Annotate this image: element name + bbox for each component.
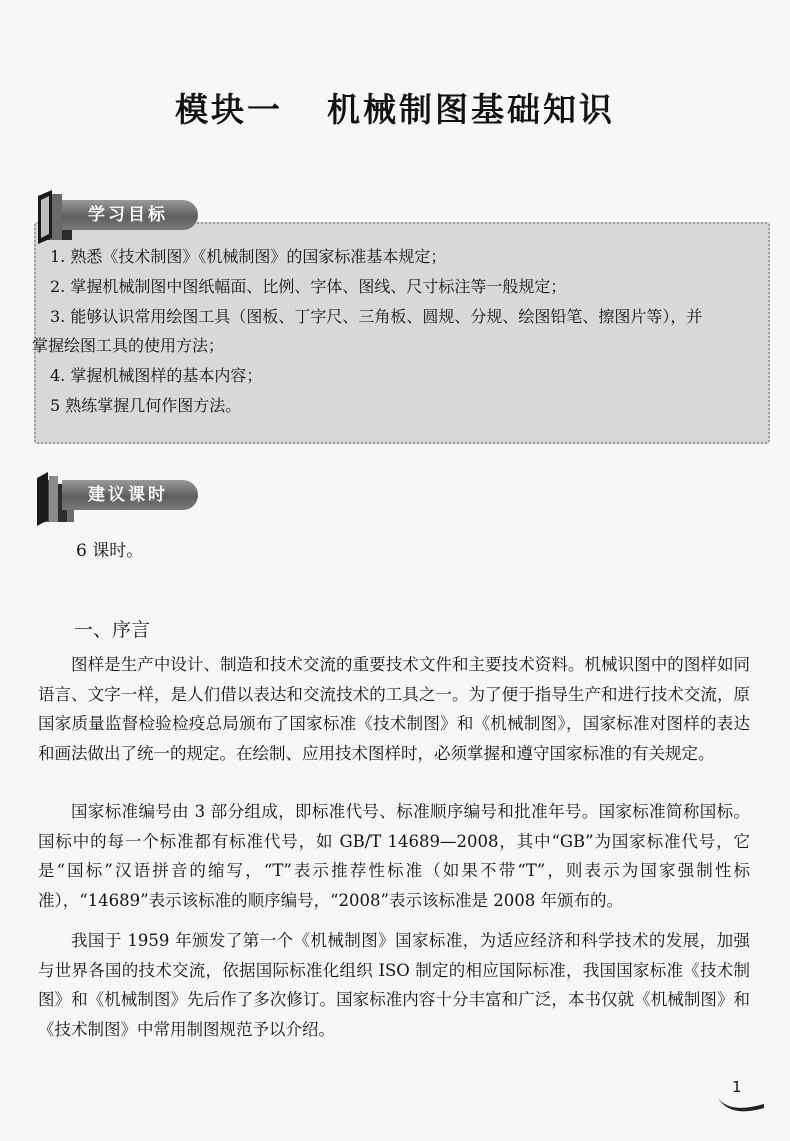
page-number-swoosh bbox=[716, 1094, 766, 1114]
page-number: 1 bbox=[732, 1078, 742, 1096]
hours-heading-tab bbox=[62, 480, 198, 510]
hours-heading: 建议课时 bbox=[88, 485, 168, 505]
objective-item: 5 熟练掌握几何作图方法。 bbox=[50, 396, 242, 415]
module-label: 模块一 bbox=[175, 90, 283, 129]
page-title bbox=[0, 84, 790, 131]
objective-item: 2. 掌握机械制图中图纸幅面、比例、字体、图线、尺寸标注等一般规定； bbox=[50, 277, 567, 296]
objective-item: 4. 掌握机械图样的基本内容； bbox=[50, 366, 263, 385]
paragraph: 图样是生产中设计、制造和技术交流的重要技术文件和主要技术资料。机械识图中的图样如同语言、文字一样，是人们借以表达和交流技术的工具之一。为了便于指导生产和进行技术交流，原国家质量监督检验检疫总局颁布了国家标准《技术制图》和《机械制图》，国家标准对图样的表达和画法做出了统一的规定。在绘制、应用技术图样时，必须掌握和遵守国家标准的有关规定。 bbox=[38, 655, 750, 763]
section-heading: 一、序言 bbox=[74, 619, 151, 641]
objectives-heading: 学习目标 bbox=[88, 205, 168, 225]
objective-item: 3. 能够认识常用绘图工具（图板、丁字尺、三角板、圆规、分规、绘图铅笔、擦图片等），并 bbox=[50, 307, 703, 326]
hours-value: 6 课时。 bbox=[76, 541, 144, 561]
module-name: 机械制图基础知识 bbox=[327, 90, 615, 129]
paragraph: 国家标准编号由 3 部分组成，即标准代号、标准顺序编号和批准年号。国家标准简称国标。国标中的每一个标准都有标准代号，如 GB/T 14689—2008，其中“GB”为国家标准代号，它是“国标”汉语拼音的缩写，“T”表示推荐性标准（如果不带“T”，则表示为国家强制性标准），“14689”表示该标准的顺序编号，“2008”表示该标准是 2008 年颁布的。 bbox=[38, 802, 750, 910]
objective-item: 1. 熟悉《技术制图》《机械制图》的国家标准基本规定； bbox=[50, 247, 447, 266]
objective-item: 掌握绘图工具的使用方法； bbox=[32, 336, 225, 355]
objectives-heading-tab bbox=[62, 200, 198, 230]
paragraph: 我国于 1959 年颁发了第一个《机械制图》国家标准，为适应经济和科学技术的发展，加强与世界各国的技术交流，依据国际标准化组织 ISO 制定的相应国际标准，我国国家标准《技术制图》和《机械制图》先后作了多次修订。国家标准内容十分丰富和广泛，本书仅就《机械制图》和《技术制图》中常用制图规范予以介绍。 bbox=[38, 931, 750, 1039]
